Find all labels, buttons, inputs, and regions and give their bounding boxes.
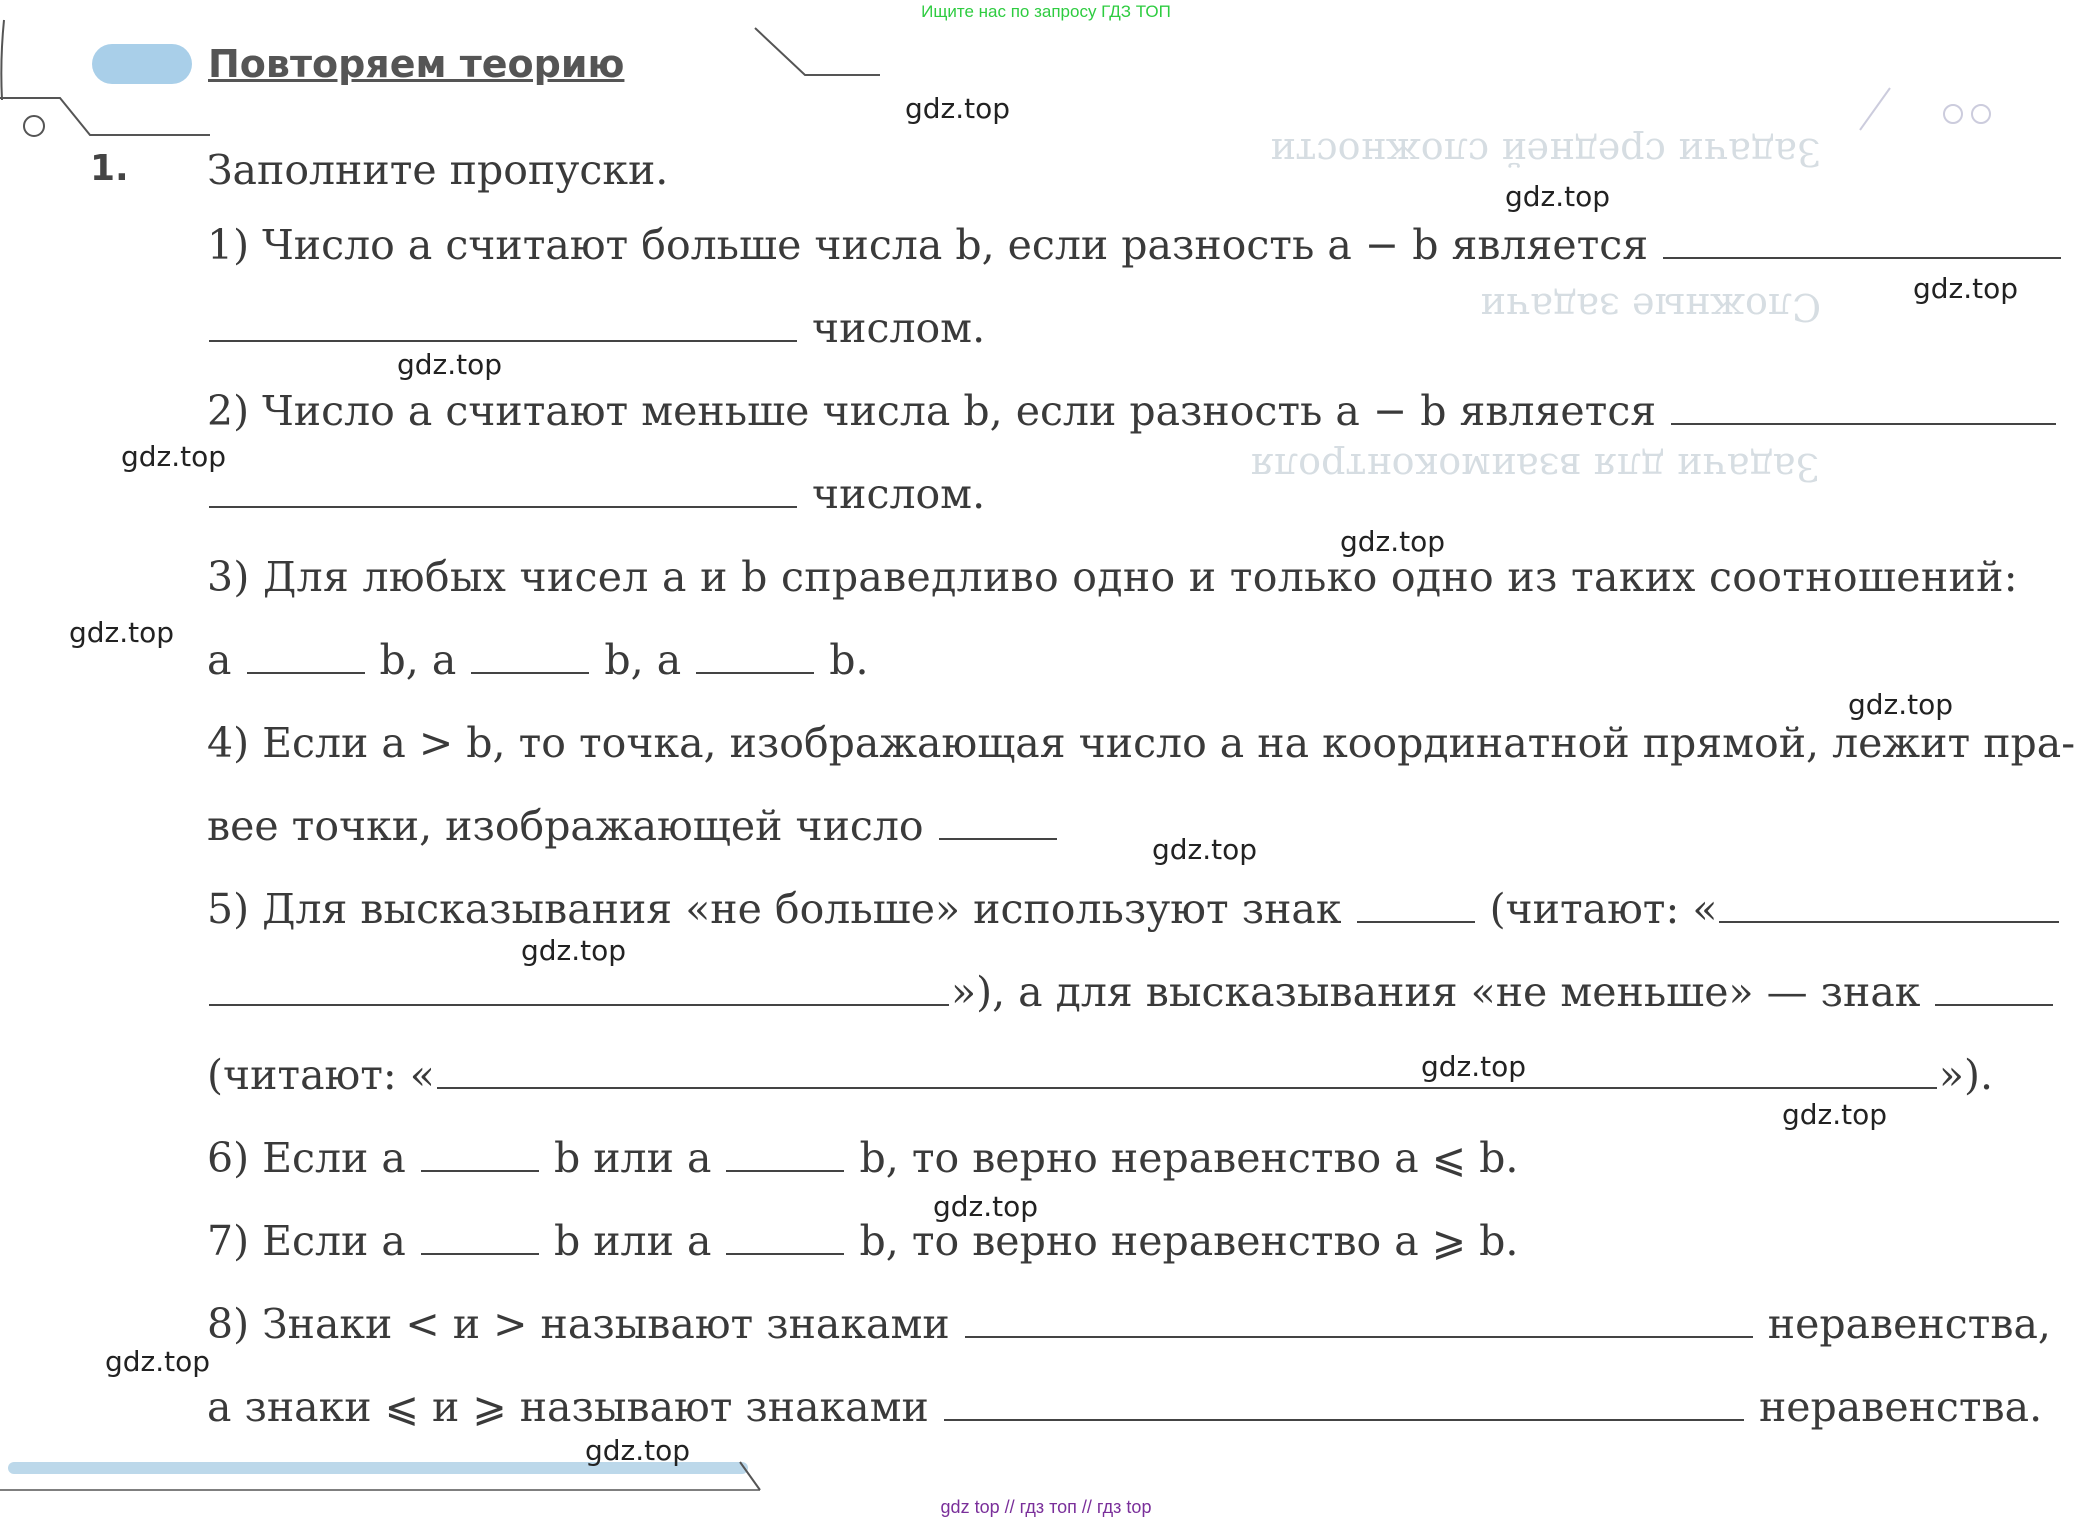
watermark: gdz.top	[1340, 525, 1446, 558]
watermark: gdz.top	[397, 348, 503, 381]
watermark: gdz.top	[585, 1434, 691, 1467]
blank[interactable]	[726, 1219, 844, 1255]
watermark: gdz.top	[1152, 833, 1258, 866]
blank[interactable]	[1935, 970, 2053, 1006]
item-8-line-b: а знаки ⩽ и ⩾ называют знаками неравенства.	[207, 1383, 2043, 1431]
section-title: Повторяем теорию	[208, 42, 625, 86]
watermark: gdz.top	[69, 616, 175, 649]
blank[interactable]	[1671, 389, 2056, 425]
watermark: gdz.top	[521, 934, 627, 967]
watermark: gdz.top	[1913, 272, 2019, 305]
item-1-line-a: 1) Число a считают больше числа b, если разность a − b является	[207, 220, 2063, 270]
item-5-line-a: 5) Для высказывания «не больше» используют знак (читают: «	[207, 884, 2061, 934]
blank[interactable]	[696, 638, 814, 674]
item-4-line-a: 4) Если a > b, то точка, изображающая число a на координатной прямой, лежит пра-	[207, 719, 2076, 767]
watermark: gdz.top	[121, 440, 227, 473]
blank[interactable]	[209, 472, 797, 508]
ghost-text: Задачи средней сложности	[1270, 130, 1821, 174]
blank[interactable]	[965, 1302, 1753, 1338]
blank[interactable]	[247, 638, 365, 674]
watermark: gdz.top	[105, 1345, 211, 1378]
item-3-line-a: 3) Для любых чисел a и b справедливо одно и только одно из таких соотношений:	[207, 553, 2018, 601]
footer-banner: gdz top // гдз топ // гдз top	[940, 1497, 1152, 1517]
top-banner: Ищите нас по запросу ГДЗ ТОП	[921, 2, 1171, 21]
blank[interactable]	[471, 638, 589, 674]
watermark: gdz.top	[1782, 1098, 1888, 1131]
item-6-line: 6) Если a b или a b, то верно неравенство a ⩽ b.	[207, 1134, 1519, 1182]
blank[interactable]	[421, 1136, 539, 1172]
watermark: gdz.top	[905, 92, 1011, 125]
blank[interactable]	[726, 1136, 844, 1172]
blank[interactable]	[209, 306, 797, 342]
blank[interactable]	[421, 1219, 539, 1255]
item-2-line-b: числом.	[207, 469, 985, 519]
blank[interactable]	[944, 1385, 1744, 1421]
item-4-line-b: вее точки, изображающей число	[207, 801, 1059, 851]
item-5-line-c: (читают: « »).	[207, 1051, 1993, 1099]
ghost-text: Сложные задачи	[1480, 285, 1822, 329]
blank[interactable]	[1719, 887, 2059, 923]
watermark: gdz.top	[933, 1190, 1039, 1223]
item-2-line-a: 2) Число a считают меньше числа b, если разность a − b является	[207, 386, 2058, 436]
blank[interactable]	[209, 970, 949, 1006]
blank[interactable]	[1663, 223, 2061, 259]
blank[interactable]	[939, 804, 1057, 840]
watermark: gdz.top	[1848, 688, 1954, 721]
watermark: gdz.top	[1421, 1050, 1527, 1083]
item-7-line: 7) Если a b или a b, то верно неравенство a ⩾ b.	[207, 1217, 1519, 1265]
item-8-line-a: 8) Знаки < и > называют знаками неравенства,	[207, 1300, 2051, 1348]
item-5-line-b: »), а для высказывания «не меньше» — знак	[207, 967, 2055, 1017]
blank[interactable]	[437, 1053, 1937, 1089]
header-tab-decoration	[92, 44, 192, 84]
ghost-text: Задачи для взаимоконтроля	[1250, 445, 1820, 489]
item-3-line-b: a b, a b, a b.	[207, 636, 869, 684]
item-1-line-b: числом.	[207, 303, 985, 353]
task-number: 1.	[90, 148, 129, 189]
blank[interactable]	[1357, 887, 1475, 923]
task-instruction: Заполните пропуски.	[207, 146, 669, 194]
watermark: gdz.top	[1505, 180, 1611, 213]
